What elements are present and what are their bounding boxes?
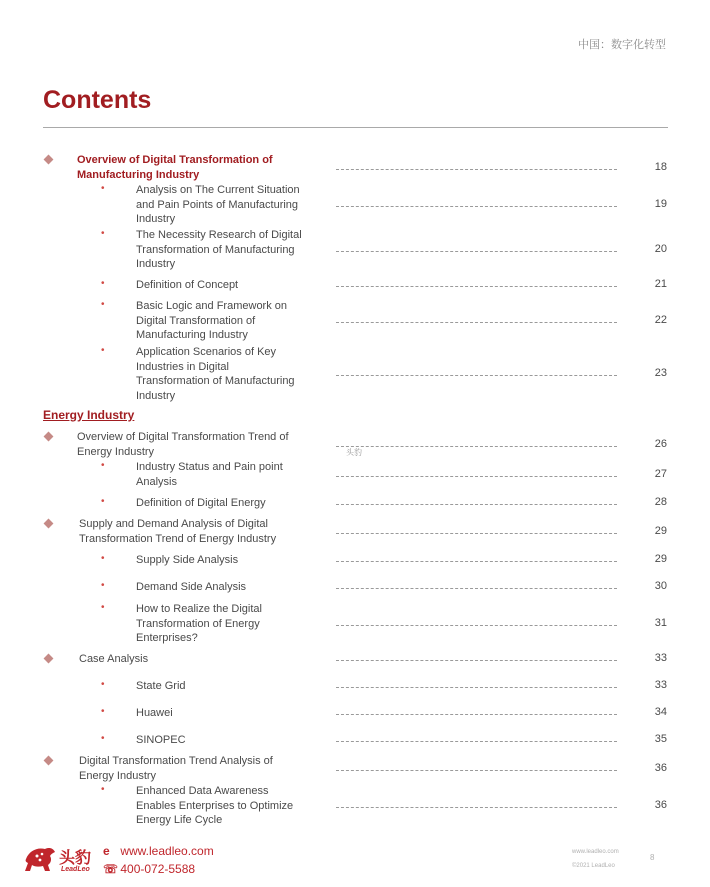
page-header: 中国：数字化转型 bbox=[578, 39, 666, 51]
toc-entry-label-line: Case Analysis bbox=[79, 653, 149, 665]
toc-entry-label bbox=[136, 580, 321, 595]
toc-entry-label bbox=[77, 430, 317, 459]
toc-page-number: 31 bbox=[654, 616, 667, 629]
toc-page-number: 21 bbox=[654, 278, 667, 291]
toc-entry-label bbox=[136, 679, 321, 694]
browser-e-icon: e bbox=[103, 844, 110, 858]
toc-entry-label bbox=[136, 706, 321, 721]
toc-page-number: 28 bbox=[654, 496, 667, 509]
toc-entry-label-line: Definition of Concept bbox=[136, 279, 239, 291]
dot-bullet-icon: • bbox=[101, 602, 105, 613]
toc-entry-label-line: Basic Logic and Framework on bbox=[136, 300, 288, 312]
title-divider bbox=[43, 127, 668, 128]
toc-entry-label-line: Industry bbox=[136, 389, 176, 402]
toc-entry-label-line: The Necessity Research of Digital bbox=[136, 229, 302, 241]
phone-text: 400-072-5588 bbox=[120, 862, 196, 876]
toc-entry-label bbox=[136, 733, 321, 748]
toc-entry-label bbox=[136, 278, 321, 293]
toc-page-number: 33 bbox=[654, 679, 667, 692]
dot-bullet-icon: • bbox=[101, 228, 105, 239]
toc-entry-label-line: Energy Life Cycle bbox=[136, 814, 223, 826]
dot-leader bbox=[336, 169, 617, 170]
watermark-text: 头豹 bbox=[346, 448, 362, 457]
toc-entry-label bbox=[136, 553, 321, 568]
toc-entry-label-line: Enhanced Data Awareness bbox=[136, 785, 269, 797]
footer-copyright: ©2021 LeadLeo bbox=[572, 863, 615, 869]
toc-entry-label bbox=[136, 228, 321, 272]
toc-entry-label-line: Transformation of Manufacturing bbox=[136, 375, 295, 387]
diamond-bullet-icon bbox=[44, 756, 54, 766]
phone-link[interactable] bbox=[103, 862, 195, 876]
toc-entry-label-line: Definition of Digital Energy bbox=[136, 497, 266, 509]
toc-entry-label-line: Demand Side Analysis bbox=[136, 581, 247, 593]
toc-entry-label-line: Digital Transformation Trend Analysis of bbox=[79, 755, 273, 767]
toc-entry-label bbox=[136, 784, 321, 828]
dot-leader bbox=[336, 741, 617, 742]
dot-leader bbox=[336, 375, 617, 376]
diamond-bullet-icon bbox=[44, 654, 54, 664]
dot-leader bbox=[336, 687, 617, 688]
toc-entry-label bbox=[136, 299, 321, 343]
dot-bullet-icon: • bbox=[101, 733, 105, 744]
toc-entry-label-line: Supply Side Analysis bbox=[136, 554, 239, 566]
toc-entry-label-line: and Pain Points of Manufacturing bbox=[136, 198, 299, 211]
toc-entry-label bbox=[77, 153, 317, 182]
toc-page-number: 27 bbox=[654, 467, 667, 480]
dot-leader bbox=[336, 770, 617, 771]
dot-leader bbox=[336, 533, 617, 534]
toc-page-number: 35 bbox=[654, 733, 667, 746]
toc-page-number: 26 bbox=[654, 437, 667, 450]
dot-bullet-icon: • bbox=[101, 706, 105, 717]
dot-bullet-icon: • bbox=[101, 553, 105, 564]
toc-entry-label-line: Manufacturing Industry bbox=[77, 168, 200, 181]
page-number: 8 bbox=[650, 853, 655, 862]
dot-leader bbox=[336, 561, 617, 562]
toc-page-number: 23 bbox=[654, 367, 667, 379]
dot-leader bbox=[336, 446, 617, 447]
phone-icon: ☏ bbox=[103, 862, 119, 876]
dot-leader bbox=[336, 286, 617, 287]
toc-page-number: 19 bbox=[654, 197, 667, 210]
toc-page-number: 22 bbox=[654, 313, 667, 326]
toc-entry-label-line: Supply and Demand Analysis of Digital bbox=[79, 518, 268, 530]
dot-leader bbox=[336, 625, 617, 626]
toc-page-number: 20 bbox=[654, 242, 667, 255]
footer-site-small: www.leadleo.com bbox=[572, 849, 619, 855]
diamond-bullet-icon bbox=[44, 155, 54, 165]
toc-entry-label bbox=[79, 517, 319, 546]
toc-entry-label-line: Enterprises? bbox=[136, 632, 198, 644]
toc-entry-label bbox=[136, 183, 321, 227]
dot-leader bbox=[336, 588, 617, 589]
website-link[interactable] bbox=[103, 844, 214, 858]
dot-bullet-icon: • bbox=[101, 496, 105, 507]
toc-entry-label-line: Application Scenarios of Key bbox=[136, 346, 277, 358]
toc-entry-label-line: Transformation of Manufacturing bbox=[136, 243, 295, 256]
leopard-logo-icon bbox=[23, 843, 57, 873]
toc-entry-label-line: SINOPEC bbox=[136, 734, 186, 746]
toc-entry-label bbox=[136, 460, 321, 489]
toc-page-number: 34 bbox=[654, 706, 667, 719]
toc-entry-label-line: How to Realize the Digital bbox=[136, 603, 262, 615]
dot-leader bbox=[336, 476, 617, 477]
toc-page-number: 29 bbox=[654, 553, 667, 566]
toc-entry-label bbox=[79, 754, 319, 783]
toc-entry-label bbox=[79, 652, 319, 667]
toc-entry-label-line: Analysis on The Current Situation bbox=[136, 184, 300, 196]
dot-bullet-icon: • bbox=[101, 460, 105, 471]
toc-entry-label-line: Manufacturing Industry bbox=[136, 329, 248, 341]
toc-entry-label-line: Huawei bbox=[136, 707, 173, 719]
toc-entry-label-line: Energy Industry bbox=[77, 445, 155, 458]
toc-entry-label-line: Industry bbox=[136, 258, 176, 270]
dot-leader bbox=[336, 251, 617, 252]
dot-leader bbox=[336, 807, 617, 808]
toc-page-number: 36 bbox=[654, 761, 667, 774]
toc-page-number: 33 bbox=[654, 652, 667, 665]
toc-entry-label-line: Analysis bbox=[136, 475, 177, 488]
toc-entry-label-line: Digital Transformation of bbox=[136, 314, 256, 327]
website-text: www.leadleo.com bbox=[120, 844, 214, 858]
toc-entry-label-line: Transformation Trend of Energy Industry bbox=[79, 532, 277, 545]
dot-bullet-icon: • bbox=[101, 679, 105, 690]
page-title: Contents bbox=[43, 86, 152, 114]
brand-name-cn: 头豹 bbox=[59, 850, 92, 867]
toc-entry-label bbox=[136, 345, 321, 403]
toc-entry-label-line: Enables Enterprises to Optimize bbox=[136, 799, 294, 812]
diamond-bullet-icon bbox=[44, 519, 54, 529]
brand-name-en: LeadLeo bbox=[61, 866, 90, 873]
dot-bullet-icon: • bbox=[101, 183, 105, 194]
dot-bullet-icon: • bbox=[101, 299, 105, 310]
toc-entry-label bbox=[136, 496, 321, 511]
toc-entry-label-line: Industries in Digital bbox=[136, 360, 229, 373]
toc-page-number: 29 bbox=[654, 524, 667, 537]
dot-bullet-icon: • bbox=[101, 580, 105, 591]
toc-entry-label-line: Transformation of Energy bbox=[136, 617, 260, 630]
toc-entry-label bbox=[136, 602, 321, 646]
toc-entry-label-line: Industry Status and Pain point bbox=[136, 461, 283, 473]
toc-entry-label-line: Industry bbox=[136, 213, 176, 225]
toc-page-number: 36 bbox=[654, 798, 667, 811]
dot-bullet-icon: • bbox=[101, 345, 105, 356]
dot-leader bbox=[336, 504, 617, 505]
dot-leader bbox=[336, 660, 617, 661]
section-heading-energy-industry[interactable]: Energy Industry bbox=[43, 408, 135, 422]
toc-page-number: 30 bbox=[654, 580, 667, 593]
dot-leader bbox=[336, 322, 617, 323]
dot-leader bbox=[336, 206, 617, 207]
diamond-bullet-icon bbox=[44, 432, 54, 442]
toc-entry-label-line: Overview of Digital Transformation Trend of bbox=[77, 431, 289, 443]
dot-bullet-icon: • bbox=[101, 784, 105, 795]
dot-leader bbox=[336, 714, 617, 715]
toc-page-number: 18 bbox=[654, 160, 667, 173]
dot-bullet-icon: • bbox=[101, 278, 105, 289]
toc-entry-label-line: Overview of Digital Transformation of bbox=[77, 154, 273, 166]
toc-entry-label-line: State Grid bbox=[136, 680, 186, 692]
toc-entry-label-line: Energy Industry bbox=[79, 769, 157, 782]
